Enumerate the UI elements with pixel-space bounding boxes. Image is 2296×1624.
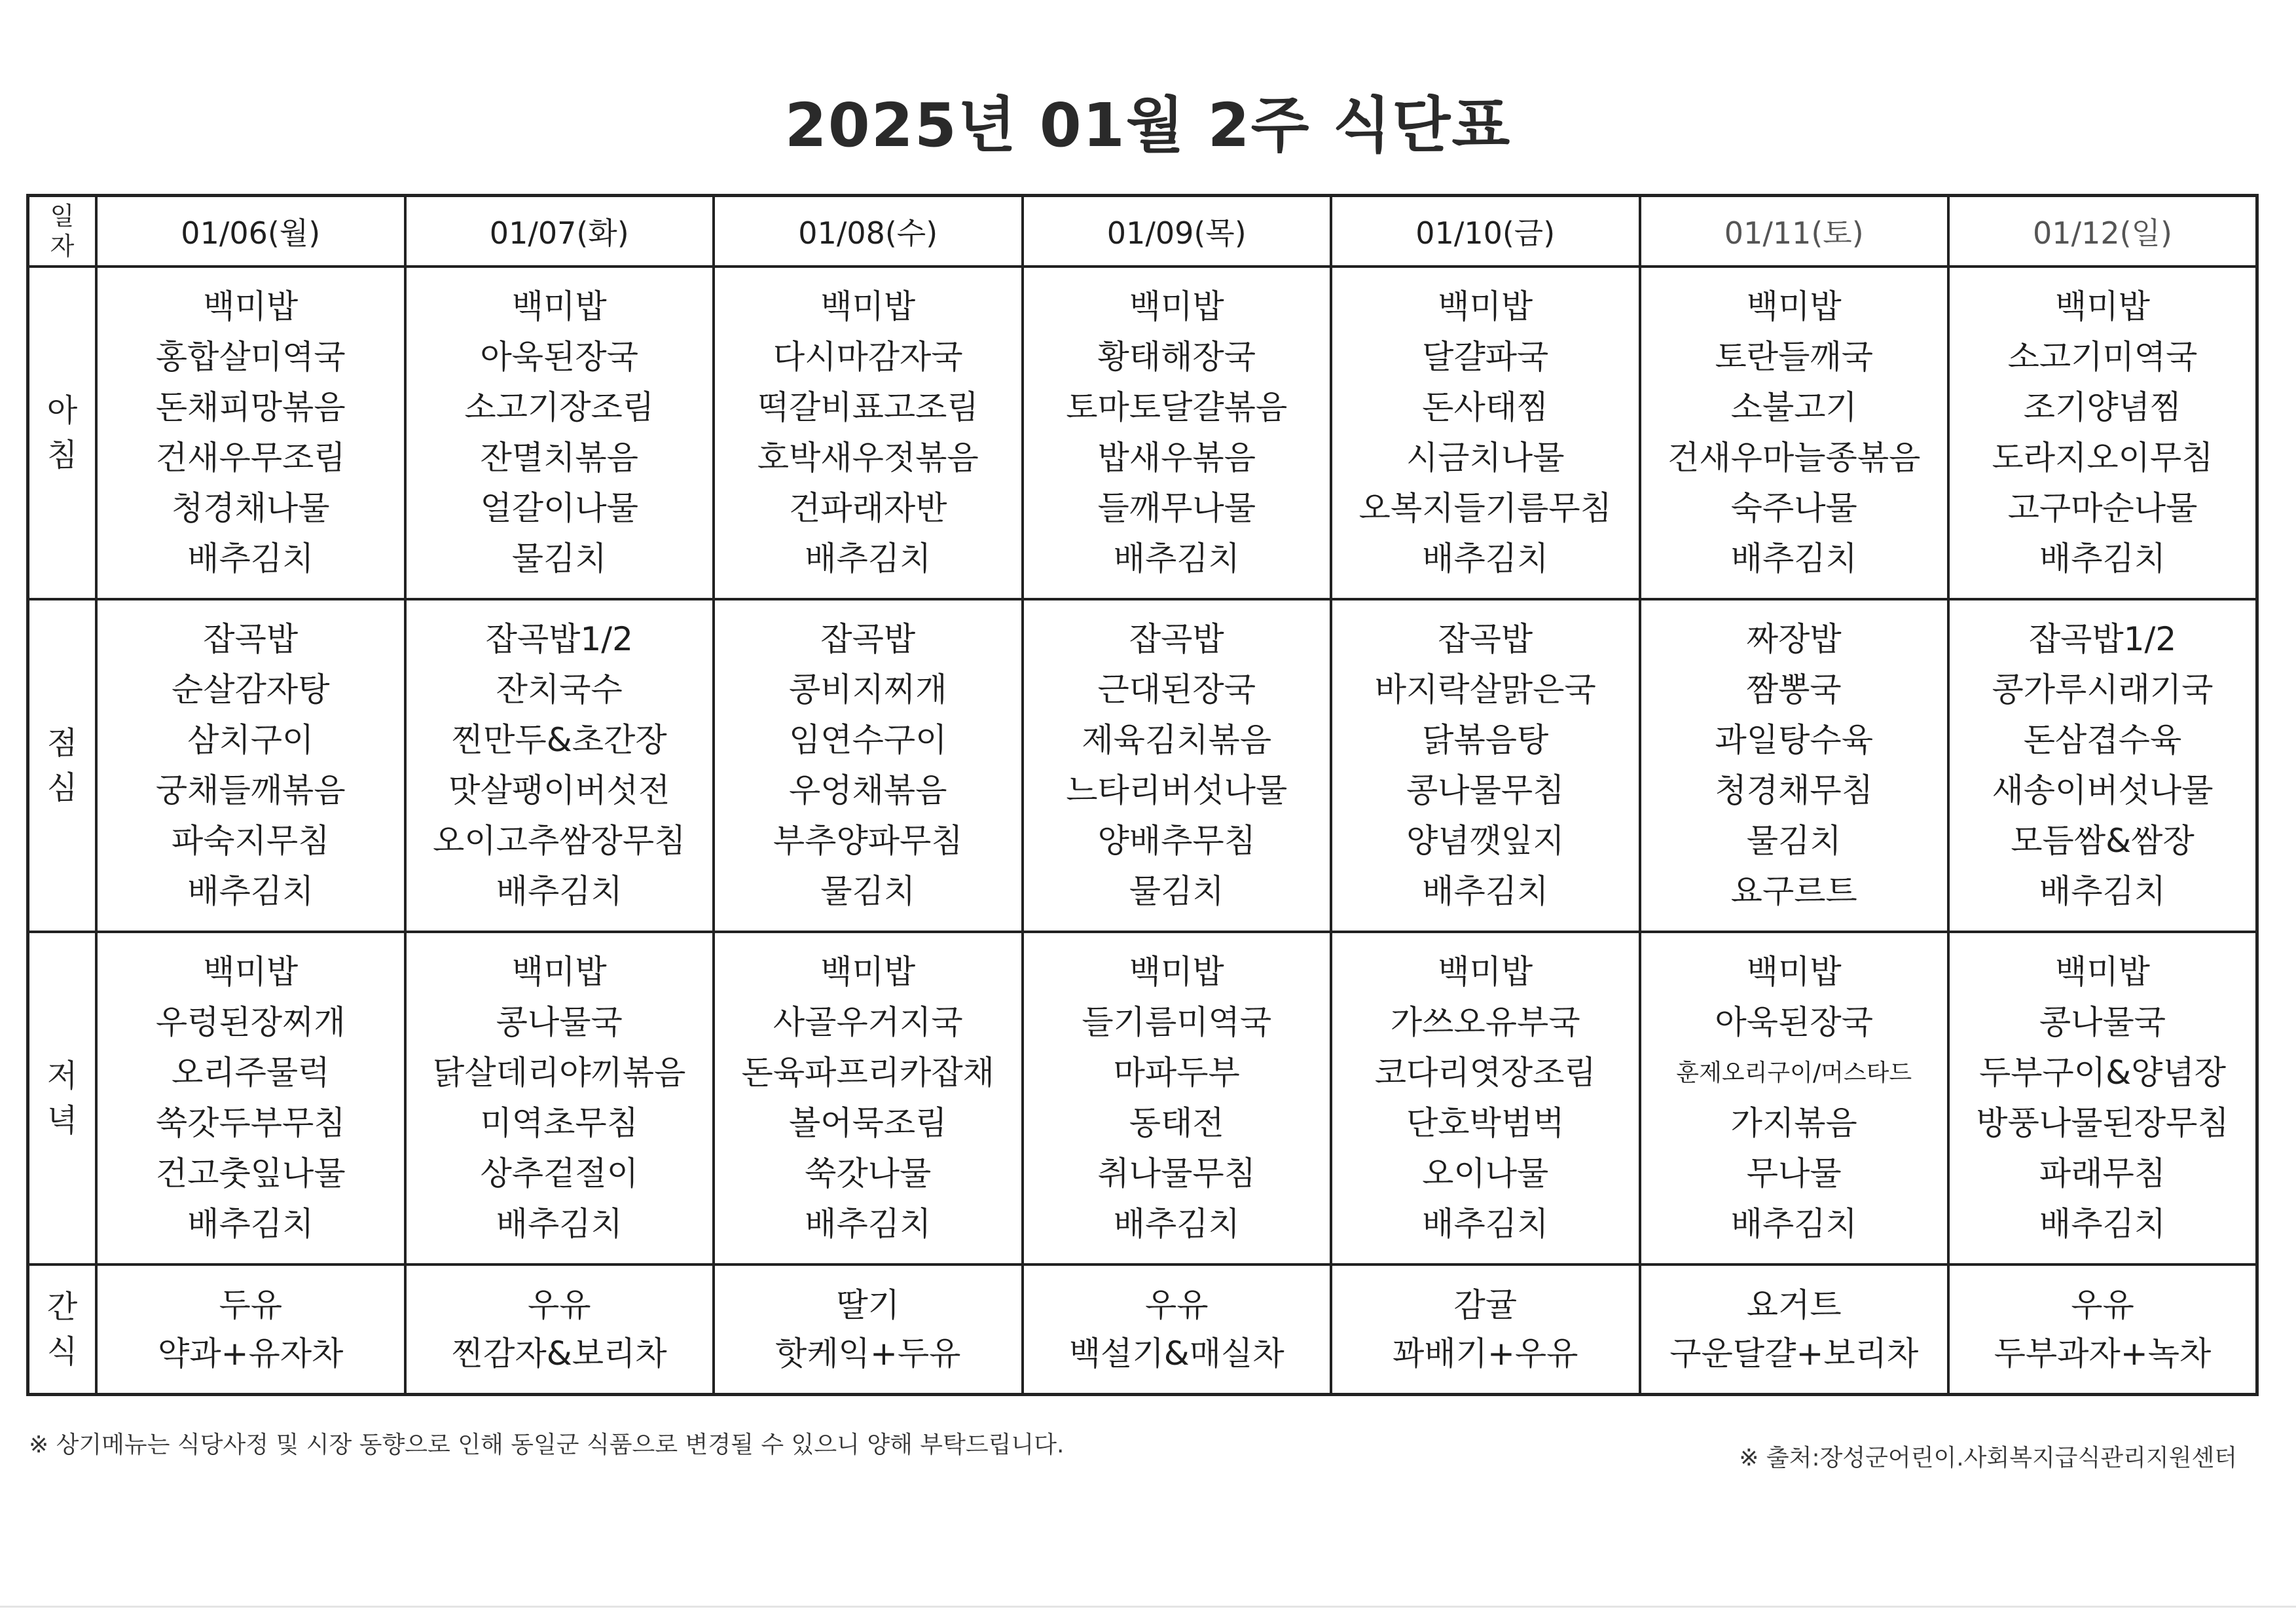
menu-item: 느타리버섯나물 bbox=[1066, 771, 1288, 809]
menu-cell-snack-sun bbox=[1948, 1264, 2257, 1394]
menu-item: 쑥갓두부무침 bbox=[155, 1104, 346, 1142]
menu-item: 새송이버섯나물 bbox=[1992, 771, 2214, 809]
menu-item: 물김치 bbox=[1746, 822, 1842, 860]
menu-item: 돈사태찜 bbox=[1422, 388, 1549, 426]
day-header-mon: 01/06(월) bbox=[96, 196, 405, 267]
menu-item: 우유 bbox=[527, 1285, 591, 1324]
menu-cell-lunch-fri bbox=[1331, 599, 1640, 932]
menu-item: 핫케익+두유 bbox=[775, 1334, 961, 1373]
menu-item: 잡곡밥 bbox=[1438, 620, 1533, 658]
meal-label-text: 식 bbox=[46, 1333, 78, 1370]
menu-item: 토마토달걀볶음 bbox=[1066, 388, 1288, 426]
menu-item: 돈육파프리카잡채 bbox=[741, 1054, 994, 1092]
day-header-wed: 01/08(수) bbox=[714, 196, 1023, 267]
menu-item: 가쓰오유부국 bbox=[1390, 1003, 1580, 1041]
meal-label-dinner bbox=[28, 932, 97, 1264]
menu-table bbox=[26, 194, 2259, 1396]
menu-item: 조기양념찜 bbox=[2023, 388, 2182, 426]
menu-item: 임연수구이 bbox=[789, 721, 947, 759]
menu-item: 백미밥 bbox=[1746, 287, 1842, 325]
menu-item: 호박새우젓볶음 bbox=[757, 439, 979, 477]
menu-cell-breakfast-sun bbox=[1948, 267, 2257, 599]
menu-item: 잡곡밥1/2 bbox=[485, 620, 633, 658]
menu-item: 배추김치 bbox=[1113, 540, 1240, 578]
menu-item: 물김치 bbox=[1129, 872, 1224, 910]
meal-row-snack bbox=[28, 1264, 2257, 1394]
menu-item: 우렁된장찌개 bbox=[155, 1003, 346, 1041]
meal-row-lunch bbox=[28, 599, 2257, 932]
menu-item: 꽈배기+우유 bbox=[1393, 1334, 1578, 1373]
menu-cell-dinner-wed bbox=[714, 932, 1023, 1264]
menu-item: 모듬쌈&쌈장 bbox=[2011, 822, 2195, 860]
menu-item: 물김치 bbox=[511, 540, 607, 578]
menu-item: 백미밥 bbox=[1129, 287, 1224, 325]
menu-item: 파래무침 bbox=[2039, 1154, 2166, 1192]
menu-item: 가지볶음 bbox=[1730, 1104, 1857, 1142]
menu-item: 홍합살미역국 bbox=[155, 338, 346, 376]
menu-item: 양념깻잎지 bbox=[1406, 822, 1565, 860]
menu-item: 황태해장국 bbox=[1097, 338, 1256, 376]
menu-item: 배추김치 bbox=[187, 872, 314, 910]
menu-item: 백미밥 bbox=[511, 953, 607, 991]
menu-item: 배추김치 bbox=[1422, 872, 1549, 910]
menu-item: 콩비지찌개 bbox=[789, 671, 947, 709]
menu-item: 배추김치 bbox=[805, 1205, 932, 1243]
meal-label-breakfast bbox=[28, 267, 97, 599]
menu-item: 양배추무침 bbox=[1097, 822, 1256, 860]
meal-label-text: 점 bbox=[46, 725, 78, 762]
meal-label-lunch bbox=[28, 599, 97, 932]
menu-item: 밥새우볶음 bbox=[1097, 439, 1256, 477]
menu-cell-breakfast-sat bbox=[1640, 267, 1949, 599]
day-header-sat: 01/11(토) bbox=[1640, 196, 1949, 267]
menu-item: 쑥갓나물 bbox=[805, 1154, 932, 1192]
menu-item: 배추김치 bbox=[805, 540, 932, 578]
menu-item: 배추김치 bbox=[1730, 1205, 1857, 1243]
menu-item: 백미밥 bbox=[511, 287, 607, 325]
menu-item: 오리주물럭 bbox=[172, 1054, 330, 1092]
header-row bbox=[28, 196, 2257, 267]
menu-item: 건고춧잎나물 bbox=[155, 1154, 346, 1192]
menu-item: 백미밥 bbox=[203, 287, 299, 325]
menu-cell-dinner-fri bbox=[1331, 932, 1640, 1264]
menu-item: 요거트 bbox=[1746, 1285, 1842, 1324]
menu-item: 맛살팽이버섯전 bbox=[448, 771, 670, 809]
meal-label-text: 아 bbox=[46, 392, 78, 429]
menu-item: 백미밥 bbox=[820, 287, 916, 325]
meal-label-text: 침 bbox=[46, 437, 78, 473]
menu-cell-breakfast-wed bbox=[714, 267, 1023, 599]
menu-item: 들기름미역국 bbox=[1082, 1003, 1272, 1041]
menu-item: 궁채들깨볶음 bbox=[155, 771, 346, 809]
menu-cell-snack-sat bbox=[1640, 1264, 1949, 1394]
menu-cell-breakfast-mon bbox=[96, 267, 405, 599]
day-header-sun: 01/12(일) bbox=[1948, 196, 2257, 267]
meal-label-snack bbox=[28, 1264, 97, 1394]
menu-item: 청경채나물 bbox=[172, 489, 330, 527]
menu-item: 백미밥 bbox=[1438, 287, 1533, 325]
menu-item: 배추김치 bbox=[496, 1205, 623, 1243]
menu-cell-lunch-sat bbox=[1640, 599, 1949, 932]
menu-item: 배추김치 bbox=[2039, 872, 2166, 910]
menu-item: 떡갈비표고조림 bbox=[757, 388, 979, 426]
menu-item: 배추김치 bbox=[187, 540, 314, 578]
menu-item: 마파두부 bbox=[1113, 1054, 1240, 1092]
menu-cell-snack-fri bbox=[1331, 1264, 1640, 1394]
corner-label-2: 자 bbox=[50, 232, 75, 261]
day-header-thu: 01/09(목) bbox=[1023, 196, 1332, 267]
corner-label-1: 일 bbox=[50, 202, 75, 231]
menu-item: 백미밥 bbox=[2055, 953, 2150, 991]
menu-item: 백미밥 bbox=[203, 953, 299, 991]
menu-item: 딸기 bbox=[836, 1285, 900, 1324]
menu-item: 백미밥 bbox=[1438, 953, 1533, 991]
menu-item: 우유 bbox=[2071, 1285, 2134, 1324]
menu-item: 잡곡밥 bbox=[203, 620, 299, 658]
menu-item: 아욱된장국 bbox=[480, 338, 638, 376]
menu-cell-lunch-tue bbox=[405, 599, 714, 932]
menu-item: 두부과자+녹차 bbox=[1994, 1334, 2212, 1373]
menu-item: 감귤 bbox=[1453, 1285, 1518, 1324]
menu-cell-dinner-sat bbox=[1640, 932, 1949, 1264]
meal-row-dinner bbox=[28, 932, 2257, 1264]
menu-item: 잡곡밥 bbox=[820, 620, 916, 658]
menu-item: 파숙지무침 bbox=[172, 822, 330, 860]
menu-item: 단호박범벅 bbox=[1406, 1104, 1565, 1142]
menu-item: 백설기&매실차 bbox=[1068, 1334, 1285, 1373]
meal-label-text: 저 bbox=[46, 1058, 78, 1094]
menu-item: 잡곡밥1/2 bbox=[2028, 620, 2177, 658]
menu-item: 소고기미역국 bbox=[2007, 338, 2198, 376]
menu-item: 달걀파국 bbox=[1422, 338, 1549, 376]
menu-item: 배추김치 bbox=[1730, 540, 1857, 578]
menu-item: 얼갈이나물 bbox=[480, 489, 638, 527]
page-title: 2025년 01월 2주 식단표 bbox=[784, 90, 1512, 160]
menu-cell-snack-thu bbox=[1023, 1264, 1332, 1394]
menu-item: 백미밥 bbox=[820, 953, 916, 991]
menu-item: 찐만두&초간장 bbox=[451, 721, 667, 759]
menu-item: 삼치구이 bbox=[187, 721, 314, 759]
menu-item: 취나물무침 bbox=[1097, 1154, 1256, 1192]
menu-item: 두부구이&양념장 bbox=[1978, 1054, 2227, 1092]
menu-item: 우엉채볶음 bbox=[789, 771, 947, 809]
menu-item: 청경채무침 bbox=[1715, 771, 1873, 809]
menu-item: 숙주나물 bbox=[1730, 489, 1857, 527]
menu-item: 오이나물 bbox=[1422, 1154, 1549, 1192]
menu-item: 무나물 bbox=[1746, 1154, 1842, 1192]
menu-item: 배추김치 bbox=[187, 1205, 314, 1243]
menu-item: 바지락살맑은국 bbox=[1374, 671, 1596, 709]
menu-item: 배추김치 bbox=[2039, 1205, 2166, 1243]
menu-item: 건새우무조림 bbox=[155, 439, 346, 477]
menu-item: 미역초무침 bbox=[480, 1104, 638, 1142]
menu-item: 볼어묵조림 bbox=[789, 1104, 947, 1142]
source-note: ※ 출처:장성군어린이.사회복지급식관리지원센터 bbox=[1739, 1445, 2237, 1471]
menu-item: 백미밥 bbox=[1746, 953, 1842, 991]
menu-cell-lunch-wed bbox=[714, 599, 1023, 932]
menu-item: 배추김치 bbox=[1113, 1205, 1240, 1243]
menu-item: 방풍나물된장무침 bbox=[1976, 1104, 2229, 1142]
menu-cell-dinner-thu bbox=[1023, 932, 1332, 1264]
menu-item: 잡곡밥 bbox=[1129, 620, 1224, 658]
menu-item: 토란들깨국 bbox=[1715, 338, 1873, 376]
menu-item: 백미밥 bbox=[2055, 287, 2150, 325]
menu-cell-breakfast-fri bbox=[1331, 267, 1640, 599]
menu-cell-snack-mon bbox=[96, 1264, 405, 1394]
meal-label-text: 간 bbox=[46, 1288, 78, 1325]
menu-item: 배추김치 bbox=[1422, 1205, 1549, 1243]
menu-cell-dinner-tue bbox=[405, 932, 714, 1264]
menu-item: 들깨무나물 bbox=[1097, 489, 1256, 527]
menu-cell-lunch-mon bbox=[96, 599, 405, 932]
menu-cell-dinner-mon bbox=[96, 932, 405, 1264]
menu-item: 돈채피망볶음 bbox=[155, 388, 346, 426]
scan-edge-line bbox=[0, 1606, 2296, 1608]
menu-item: 오이고추쌈장무침 bbox=[433, 822, 686, 860]
menu-cell-dinner-sun bbox=[1948, 932, 2257, 1264]
menu-item: 코다리엿장조림 bbox=[1374, 1054, 1596, 1092]
menu-item: 닭살데리야끼볶음 bbox=[433, 1054, 686, 1092]
menu-item: 잔치국수 bbox=[496, 671, 623, 709]
menu-item: 닭볶음탕 bbox=[1422, 721, 1549, 759]
menu-item: 구운달걀+보리차 bbox=[1669, 1334, 1919, 1373]
menu-item: 우유 bbox=[1144, 1285, 1209, 1324]
disclaimer-note: ※ 상기메뉴는 식당사정 및 시장 동향으로 인해 동일군 식품으로 변경될 수 있으니 양해 부탁드립니다. bbox=[29, 1431, 1065, 1458]
meal-label-text: 녁 bbox=[46, 1102, 78, 1139]
menu-item: 상추겉절이 bbox=[480, 1154, 638, 1192]
menu-item: 사골우거지국 bbox=[773, 1003, 963, 1041]
menu-cell-snack-wed bbox=[714, 1264, 1023, 1394]
menu-item: 배추김치 bbox=[1422, 540, 1549, 578]
day-header-fri: 01/10(금) bbox=[1331, 196, 1640, 267]
menu-cell-breakfast-tue bbox=[405, 267, 714, 599]
menu-item: 백미밥 bbox=[1129, 953, 1224, 991]
menu-item: 약과+유자차 bbox=[158, 1334, 344, 1373]
menu-item: 건새우마늘종볶음 bbox=[1667, 439, 1921, 477]
menu-item: 건파래자반 bbox=[789, 489, 947, 527]
menu-item: 짜장밥 bbox=[1746, 620, 1842, 658]
menu-item: 소고기장조림 bbox=[464, 388, 655, 426]
menu-item: 훈제오리구이/머스타드 bbox=[1676, 1060, 1912, 1086]
menu-cell-lunch-sun bbox=[1948, 599, 2257, 932]
menu-item: 돈삼겹수육 bbox=[2023, 721, 2182, 759]
menu-cell-snack-tue bbox=[405, 1264, 714, 1394]
menu-item: 잔멸치볶음 bbox=[480, 439, 638, 477]
meal-row-breakfast bbox=[28, 267, 2257, 599]
menu-item: 소불고기 bbox=[1730, 388, 1857, 426]
menu-item: 짬뽕국 bbox=[1746, 671, 1842, 709]
menu-item: 제육김치볶음 bbox=[1082, 721, 1272, 759]
menu-item: 찐감자&보리차 bbox=[451, 1334, 667, 1373]
menu-item: 콩가루시래기국 bbox=[1992, 671, 2214, 709]
menu-item: 과일탕수육 bbox=[1715, 721, 1873, 759]
menu-item: 콩나물국 bbox=[2039, 1003, 2166, 1041]
menu-item: 배추김치 bbox=[496, 872, 623, 910]
menu-item: 시금치나물 bbox=[1406, 439, 1565, 477]
menu-item: 요구르트 bbox=[1730, 872, 1857, 910]
menu-item: 동태전 bbox=[1129, 1104, 1224, 1142]
menu-item: 물김치 bbox=[820, 872, 916, 910]
menu-item: 고구마순나물 bbox=[2007, 489, 2198, 527]
menu-item: 아욱된장국 bbox=[1715, 1003, 1873, 1041]
menu-item: 근대된장국 bbox=[1097, 671, 1256, 709]
menu-item: 콩나물국 bbox=[496, 1003, 623, 1041]
menu-item: 순살감자탕 bbox=[172, 671, 330, 709]
meal-label-text: 심 bbox=[46, 769, 78, 806]
menu-cell-breakfast-thu bbox=[1023, 267, 1332, 599]
day-header-tue: 01/07(화) bbox=[405, 196, 714, 267]
menu-item: 콩나물무침 bbox=[1406, 771, 1565, 809]
menu-cell-lunch-thu bbox=[1023, 599, 1332, 932]
menu-item: 두유 bbox=[219, 1285, 283, 1324]
menu-item: 오복지들기름무침 bbox=[1358, 489, 1612, 527]
menu-item: 배추김치 bbox=[2039, 540, 2166, 578]
menu-item: 다시마감자국 bbox=[773, 338, 963, 376]
menu-item: 부추양파무침 bbox=[773, 822, 963, 860]
menu-item: 도라지오이무침 bbox=[1992, 439, 2214, 477]
date-corner-header bbox=[28, 196, 97, 267]
